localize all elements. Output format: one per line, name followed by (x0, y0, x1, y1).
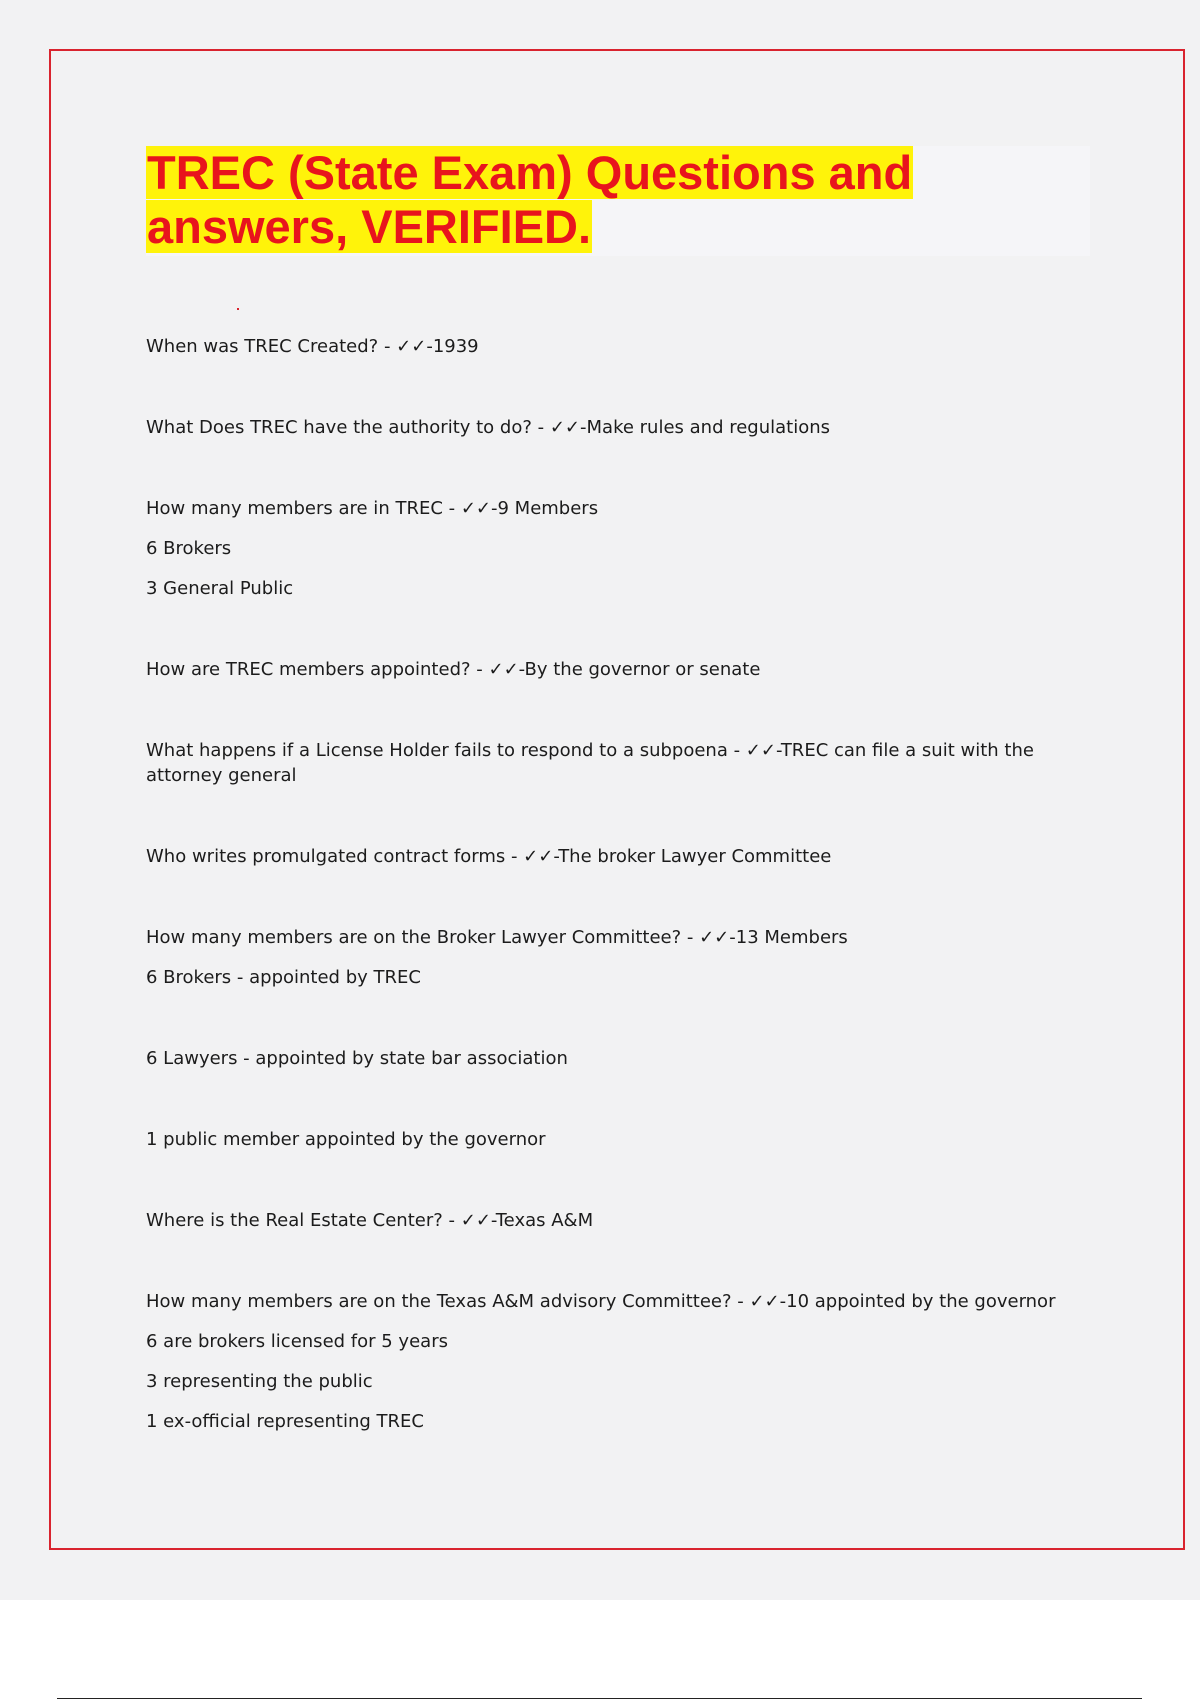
qa-detail-line: 6 Lawyers - appointed by state bar association (146, 1048, 568, 1069)
qa-item (146, 415, 1086, 440)
qa-item (146, 1289, 1086, 1434)
qa-item (146, 1208, 1086, 1233)
qa-item (146, 738, 1086, 788)
qa-detail: 6 Brokers (146, 538, 232, 559)
stray-mark (237, 308, 239, 310)
qa-item (146, 1046, 1086, 1071)
qa-detail: 6 are brokers licensed for 5 years (146, 1331, 448, 1352)
qa-item (146, 925, 1086, 990)
qa-item (146, 496, 1086, 601)
qa-question-answer: What Does TREC have the authority to do? - ✓✓-Make rules and regulations (146, 417, 831, 438)
qa-list (146, 334, 1086, 1434)
qa-detail: 3 General Public (146, 578, 294, 599)
title-block (146, 146, 1090, 256)
qa-question-answer: How many members are on the Texas A&M advisory Committee? - ✓✓-10 appointed by the governor (146, 1291, 1056, 1312)
qa-question-answer: Who writes promulgated contract forms - ✓✓-The broker Lawyer Committee (146, 846, 832, 867)
qa-question-answer: How are TREC members appointed? - ✓✓-By the governor or senate (146, 659, 761, 680)
footer-rule (57, 1698, 1142, 1699)
qa-item (146, 657, 1086, 682)
qa-detail: 1 ex-official representing TREC (146, 1411, 424, 1432)
qa-item (146, 1127, 1086, 1152)
qa-question-answer: How many members are in TREC - ✓✓-9 Members (146, 498, 599, 519)
qa-detail: 3 representing the public (146, 1371, 373, 1392)
title-line-1: TREC (State Exam) Questions and (147, 146, 913, 199)
title-line-2: answers, VERIFIED. (147, 200, 592, 253)
qa-detail: 6 Brokers - appointed by TREC (146, 967, 421, 988)
qa-item (146, 844, 1086, 869)
qa-question-answer: Where is the Real Estate Center? - ✓✓-Texas A&M (146, 1210, 594, 1231)
qa-question-answer: How many members are on the Broker Lawyer Committee? - ✓✓-13 Members (146, 927, 848, 948)
document-title (146, 146, 1090, 254)
qa-item (146, 334, 1086, 359)
qa-question-answer: When was TREC Created? - ✓✓-1939 (146, 336, 479, 357)
qa-question-answer: What happens if a License Holder fails to respond to a subpoena - ✓✓-TREC can file a suit with the (146, 740, 1034, 761)
qa-question-answer-continued: attorney general (146, 765, 297, 786)
qa-detail-line: 1 public member appointed by the governor (146, 1129, 546, 1150)
